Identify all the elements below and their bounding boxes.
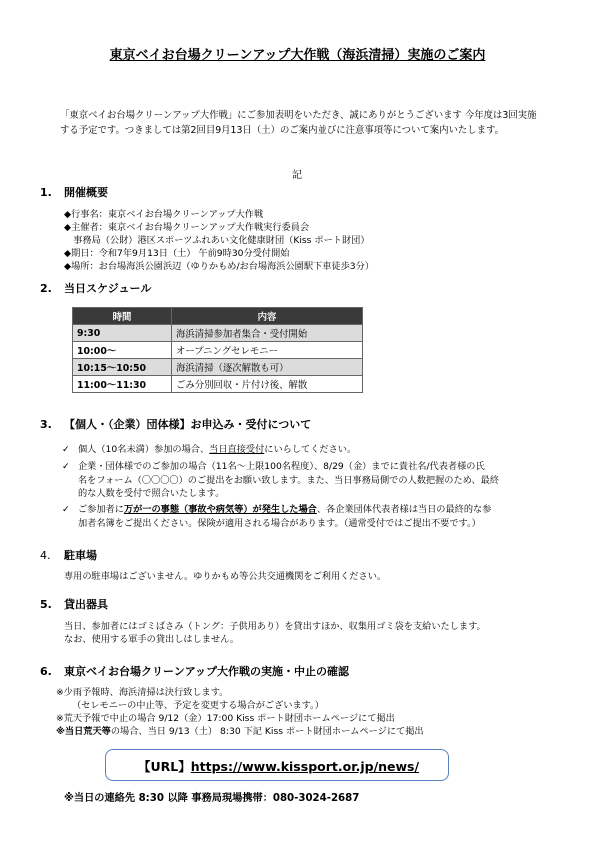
- section-1-title: 開催概要: [64, 186, 108, 199]
- ki-marker: 記: [292, 170, 302, 181]
- detail-date: ◆期日：令和7年9月13日（土） 午前9時30分受付開始: [64, 248, 290, 259]
- schedule-time: 9:30: [73, 325, 172, 342]
- section-2-number: 2.: [40, 282, 52, 295]
- section-1-number: 1.: [40, 186, 52, 199]
- item-3-text-b: 万が一の事態（事故や病気等）が発生した場合: [123, 504, 317, 515]
- check-icon: ✓: [62, 461, 70, 472]
- schedule-time: 10:00～: [73, 342, 172, 359]
- item-1-text-c: にいらしてください。: [264, 444, 357, 455]
- section-2-heading: [40, 280, 151, 296]
- schedule-content: 海浜清掃参加者集合・受付開始: [172, 325, 363, 342]
- list-item: [62, 443, 356, 457]
- section-5-title: 貸出器具: [64, 598, 108, 611]
- schedule-time: 11:00～11:30: [73, 376, 172, 393]
- table-row: [73, 376, 363, 393]
- section-3-title: 【個人・（企業）団体様】お申込み・受付について: [64, 418, 312, 431]
- schedule-header-time: 時間: [73, 308, 172, 325]
- detail-secretariat: 事務局（公財）港区スポーツふれあい文化健康財団（Kiss ポート財団）: [64, 235, 370, 246]
- schedule-header-content: 内容: [172, 308, 363, 325]
- weather-notes: [56, 686, 424, 738]
- section-3-heading: [40, 416, 311, 432]
- section-6-title: 東京ベイお台場クリーンアップ大作戦の実施・中止の確認: [64, 665, 350, 678]
- detail-organizer: ◆主催者：東京ベイお台場クリーンアップ大作戦実行委員会: [64, 222, 310, 233]
- contact-info: ※当日の連絡先 8:30 以降 事務局現場携帯：080-3024-2687: [64, 793, 360, 804]
- check-icon: ✓: [62, 504, 70, 515]
- section-5-heading: [40, 596, 108, 612]
- section-3-number: 3.: [40, 418, 52, 431]
- item-1-text-b: 当日直接受付: [209, 444, 265, 455]
- section-1-details: [64, 208, 374, 273]
- table-row: [73, 359, 363, 376]
- section-2-title: 当日スケジュール: [64, 282, 152, 295]
- item-2-line-3: 的な人数を受付で照合いたします。: [78, 488, 225, 499]
- schedule-content: ごみ分別回収・片付け後、解散: [172, 376, 363, 393]
- table-row: [73, 342, 363, 359]
- list-item: [62, 460, 499, 501]
- url-box: [105, 749, 449, 781]
- item-1-text-a: 個人（10名未満）参加の場合、: [78, 444, 210, 455]
- schedule-time: 10:15～10:50: [73, 359, 172, 376]
- equipment-line-1: 当日、参加者にはゴミばさみ（トング：子供用あり）を貸出すほか、収集用ゴミ袋を支給いたします。: [64, 621, 486, 632]
- equipment-text: [64, 620, 486, 646]
- item-2-line-2: 名をフォーム（〇〇〇〇）のご提出をお願い致します。また、当日事務局側での人数把握のため、最終: [78, 474, 500, 486]
- equipment-line-2: なお、使用する軍手の貸出しはしません。: [64, 634, 240, 645]
- intro-paragraph: 「東京ベイお台場クリーンアップ大作戦」にご参加表明をいただき、誠にありがとうございます 今年度は3回実施する予定です。つきましては第2回目9月13日（土）のご案内並びに注意事項等について案内いたします。: [60, 110, 537, 136]
- section-6-heading: [40, 663, 349, 679]
- note-light-rain: ※少雨予報時、海浜清掃は決行致します。: [56, 687, 229, 698]
- section-1-heading: [40, 184, 108, 200]
- url-label: 【URL】: [138, 759, 191, 774]
- schedule-content: オープニングセレモニー: [172, 342, 363, 359]
- section-6-number: 6.: [40, 665, 52, 678]
- section-5-number: 5.: [40, 598, 52, 611]
- parking-text: 専用の駐車場はございません。ゆりかもめ等公共交通機関をご利用ください。: [64, 571, 387, 582]
- item-3-line-2: 加者名簿をご提出ください。保険が適用される場合があります。（通常受付ではご提出不要です。）: [78, 517, 481, 529]
- detail-event-name: ◆行事名：東京ベイお台場クリーンアップ大作戦: [64, 209, 264, 220]
- item-3-text-c: 、各企業団体代表者様は当日の最終的な参: [316, 504, 492, 515]
- schedule-table: [72, 307, 363, 393]
- page-title: 東京ベイお台場クリーンアップ大作戦（海浜清掃）実施のご案内: [109, 48, 486, 63]
- check-icon: ✓: [62, 444, 70, 455]
- note-ceremony: （セレモニーの中止等、予定を変更する場合がございます。）: [72, 700, 324, 711]
- schedule-header-row: [73, 308, 363, 325]
- section-4-number: 4.: [40, 549, 51, 562]
- item-2-line-1: 企業・団体様でのご参加の場合（11名～上限100名程度）、8/29（金）までに貴社名/代表者様の氏: [78, 461, 485, 472]
- note-cancel-forecast: ※荒天予報で中止の場合 9/12（金）17:00 Kiss ポート財団ホームページにて掲出: [56, 713, 395, 724]
- schedule-content: 海浜清掃（逐次解散も可）: [172, 359, 363, 376]
- note-same-day-b: の場合、当日 9/13（土） 8:30 下記 Kiss ポート財団ホームページにて掲出: [110, 726, 424, 737]
- url-link[interactable]: https://www.kissport.or.jp/news/: [190, 759, 420, 774]
- note-same-day-a: ※当日荒天等: [56, 726, 111, 737]
- list-item: [62, 503, 491, 530]
- section-4-heading: [40, 547, 97, 563]
- table-row: [73, 325, 363, 342]
- section-4-title: 駐車場: [64, 549, 97, 562]
- detail-location: ◆場所：お台場海浜公園浜辺（ゆりかもめ/お台場海浜公園駅下車徒歩3分）: [64, 261, 375, 272]
- item-3-text-a: ご参加者に: [78, 504, 124, 515]
